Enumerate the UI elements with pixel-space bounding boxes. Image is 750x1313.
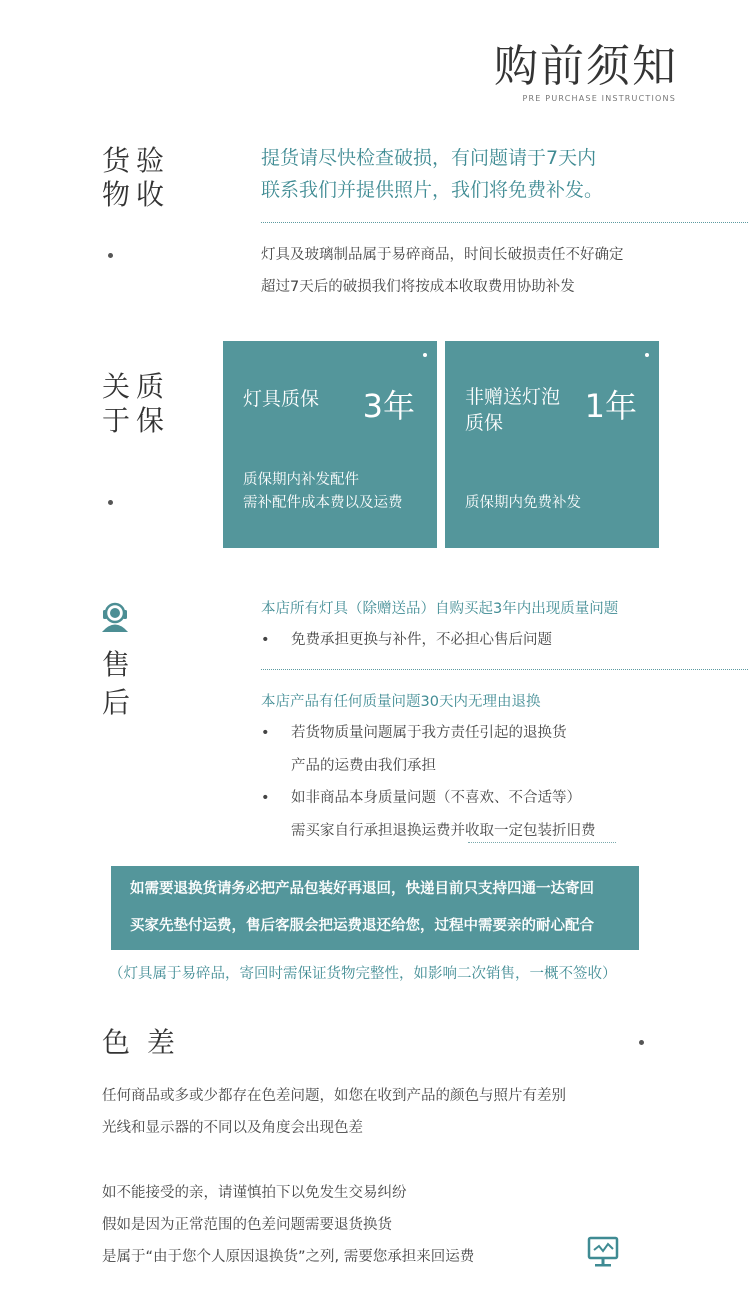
inspection-body-line2: 超过7天后的破损我们将按成本收取费用协助补发 [261, 279, 575, 295]
notice-line2: 买家先垫付运费，售后客服会把运费退还给您，过程中需要亲的耐心配合 [130, 918, 594, 934]
bullet-text: 若货物质量问题属于我方责任引起的退换货 [291, 725, 567, 741]
inspection-highlight-line2: 联系我们并提供照片，我们将免费补发。 [261, 179, 604, 201]
card-years: 3年 [362, 387, 415, 425]
page-title: 购前须知 [494, 41, 678, 92]
corner-dot [645, 353, 649, 357]
card-title-line1: 非赠送灯泡 [465, 386, 561, 408]
warranty-card-bulb [445, 341, 659, 548]
bullet: • [261, 725, 270, 741]
card-years: 1年 [584, 387, 637, 425]
warranty-card-fixture [223, 341, 437, 548]
bullet: • [261, 790, 270, 806]
page-subtitle: PRE PURCHASE INSTRUCTIONS [522, 94, 676, 103]
corner-dot [423, 353, 427, 357]
card-title-line2: 质保 [465, 412, 504, 434]
after-sales-item1-line2: 产品的运费由我们承担 [291, 758, 436, 774]
monitor-icon [586, 1235, 620, 1269]
color-diff-para2-line3: 是属于“由于您个人原因退换货”之列, 需要您承担来回运费 [102, 1249, 475, 1265]
after-sales-label-line2: 后 [102, 686, 135, 719]
warranty-label-col2: 质 保 [136, 370, 169, 437]
bullet-text: 如非商品本身质量问题（不喜欢、不合适等） [291, 790, 581, 806]
inspection-highlight-line1: 提货请尽快检查破损，有问题请于7天内 [261, 147, 597, 169]
card-desc-line1: 质保期内补发配件 [243, 472, 359, 488]
bullet: • [261, 632, 270, 648]
inspection-label-col2: 验 收 [136, 144, 169, 211]
card-desc-line1: 质保期内免费补发 [465, 495, 581, 511]
notice-line1: 如需要退换货请务必把产品包装好再退回，快递目前只支持四通一达寄回 [130, 881, 594, 897]
color-diff-para1-line2: 光线和显示器的不同以及角度会出现色差 [102, 1120, 363, 1136]
warranty-label-col1: 关 于 [102, 370, 135, 437]
dotted-divider [261, 222, 748, 223]
headset-icon [98, 599, 132, 633]
return-notice-box [111, 866, 639, 950]
card-title: 灯具质保 [243, 388, 320, 410]
after-sales-section2-title: 本店产品有任何质量问题30天内无理由退换 [261, 694, 541, 710]
bullet-dot [108, 500, 113, 505]
color-diff-para2-line1: 如不能接受的亲，请谨慎拍下以免发生交易纠纷 [102, 1185, 407, 1201]
after-sales-item1-line1 [261, 717, 567, 750]
after-sales-section1-title: 本店所有灯具（除赠送品）自购买起3年内出现质量问题 [261, 601, 619, 617]
inspection-label-col1: 货 物 [102, 144, 135, 211]
after-sales-label-line1: 售 [102, 648, 135, 681]
color-diff-para2-line2: 假如是因为正常范围的色差问题需要退货换货 [102, 1217, 392, 1233]
after-sales-item2-line2: 需买家自行承担退换运费并收取一定包装折旧费 [291, 823, 596, 839]
color-diff-label: 色 差 [102, 1026, 179, 1059]
dotted-underline [468, 842, 616, 843]
bullet-dot [639, 1040, 644, 1045]
inspection-body-line1: 灯具及玻璃制品属于易碎商品，时间长破损责任不好确定 [261, 247, 624, 263]
color-diff-para1-line1: 任何商品或多或少都存在色差问题，如您在收到产品的颜色与照片有差别 [102, 1088, 566, 1104]
dotted-divider [261, 669, 748, 670]
fragile-note: （灯具属于易碎品，寄回时需保证货物完整性，如影响二次销售，一概不签收） [109, 966, 617, 982]
after-sales-item2-line1 [261, 782, 581, 815]
card-desc-line2: 需补配件成本费以及运费 [243, 495, 403, 511]
bullet-text: 免费承担更换与补件，不必担心售后问题 [291, 632, 552, 648]
after-sales-section1-bullet [261, 624, 552, 657]
bullet-dot [108, 253, 113, 258]
